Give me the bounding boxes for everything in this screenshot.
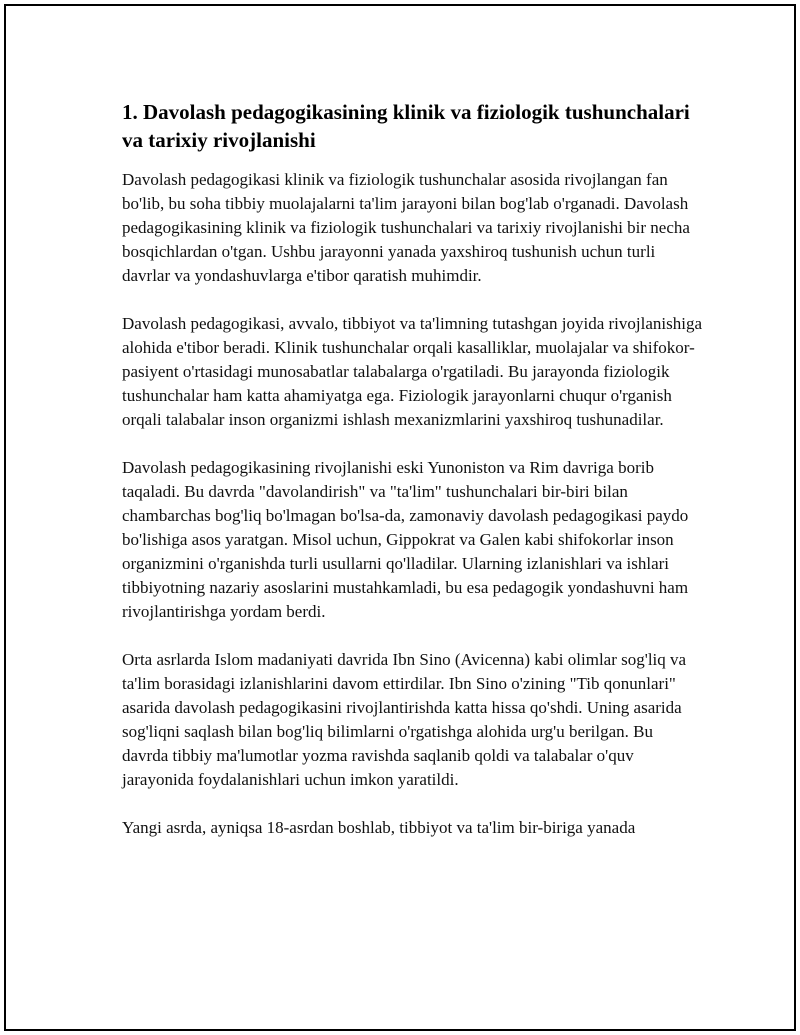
paragraph-intro: Davolash pedagogikasi klinik va fiziologik tushunchalar asosida rivojlangan fan bo'lib, bu soha tibbiy muolajalarni ta'lim jarayoni bilan bog'lab o'rganadi. Davolash pedagogikasining klinik va fiziologik tushunchalari va tarixiy rivojlanishi bir necha bosqichlardan o'tgan. Ushbu jarayonni yanada yaxshiroq tushunish uchun turli davrlar va yondashuvlarga e'tibor qaratish muhimdir.: [122, 170, 690, 285]
paragraph-middle-ages: Orta asrlarda Islom madaniyati davrida Ibn Sino (Avicenna) kabi olimlar sog'liq va ta'lim borasidagi izlanishlarini davom ettirdilar. Ibn Sino o'zining "Tib qonunlari" asarida davolash pedagogikasini rivojlantirishda katta hissa qo'shdi. Uning asarida sog'liqni saqlash bilan bog'liq bilimlarni o'rgatishga alohida urg'u berilgan. Bu davrda tibbiy ma'lumotlar yozma ravishda saqlanib qoldi va talabalar o'quv jarayonida foydalanishlari uchun imkon yaratildi.: [122, 650, 687, 789]
paragraph-clinical-concepts: Davolash pedagogikasi, avvalo, tibbiyot va ta'limning tutashgan joyida rivojlanishiga alohida e'tibor beradi. Klinik tushunchalar orqali kasalliklar, muolajalar va shifokor-pasiyent o'rtasidagi munosabatlar talabalarga o'rgatiladi. Bu jarayonda fiziologik tushunchalar ham katta ahamiyatga ega. Fiziologik jarayonlarni chuqur o'rganish orqali talabalar inson organizmi ishlash mexanizmlarini yaxshiroq tushunadilar.: [122, 314, 703, 429]
page-frame: [4, 4, 796, 1031]
section-heading: 1. Davolash pedagogikasining klinik va fiziologik tushunchalari va tarixiy rivojlanishi: [122, 100, 690, 152]
paragraph-modern-era: Yangi asrda, ayniqsa 18-asrdan boshlab, tibbiyot va ta'lim bir-biriga yanada: [122, 818, 636, 837]
paragraph-ancient-history: Davolash pedagogikasining rivojlanishi eski Yunoniston va Rim davriga borib taqaladi. Bu davrda "davolandirish" va "ta'lim" tushunchalari bir-biri bilan chambarchas bog'liq bo'lmagan bo'lsa-da, zamonaviy davolash pedagogikasi paydo bo'lishiga asos yaratgan. Misol uchun, Gippokrat va Galen kabi shifokorlar inson organizmini o'rganishda turli usullarni qo'lladilar. Ularning izlanishlari va ishlari tibbiyotning nazariy asoslarini mustahkamladi, bu esa pedagogik yondashuvni ham rivojlantirishga yordam berdi.: [122, 458, 689, 621]
document-body: [122, 98, 702, 864]
